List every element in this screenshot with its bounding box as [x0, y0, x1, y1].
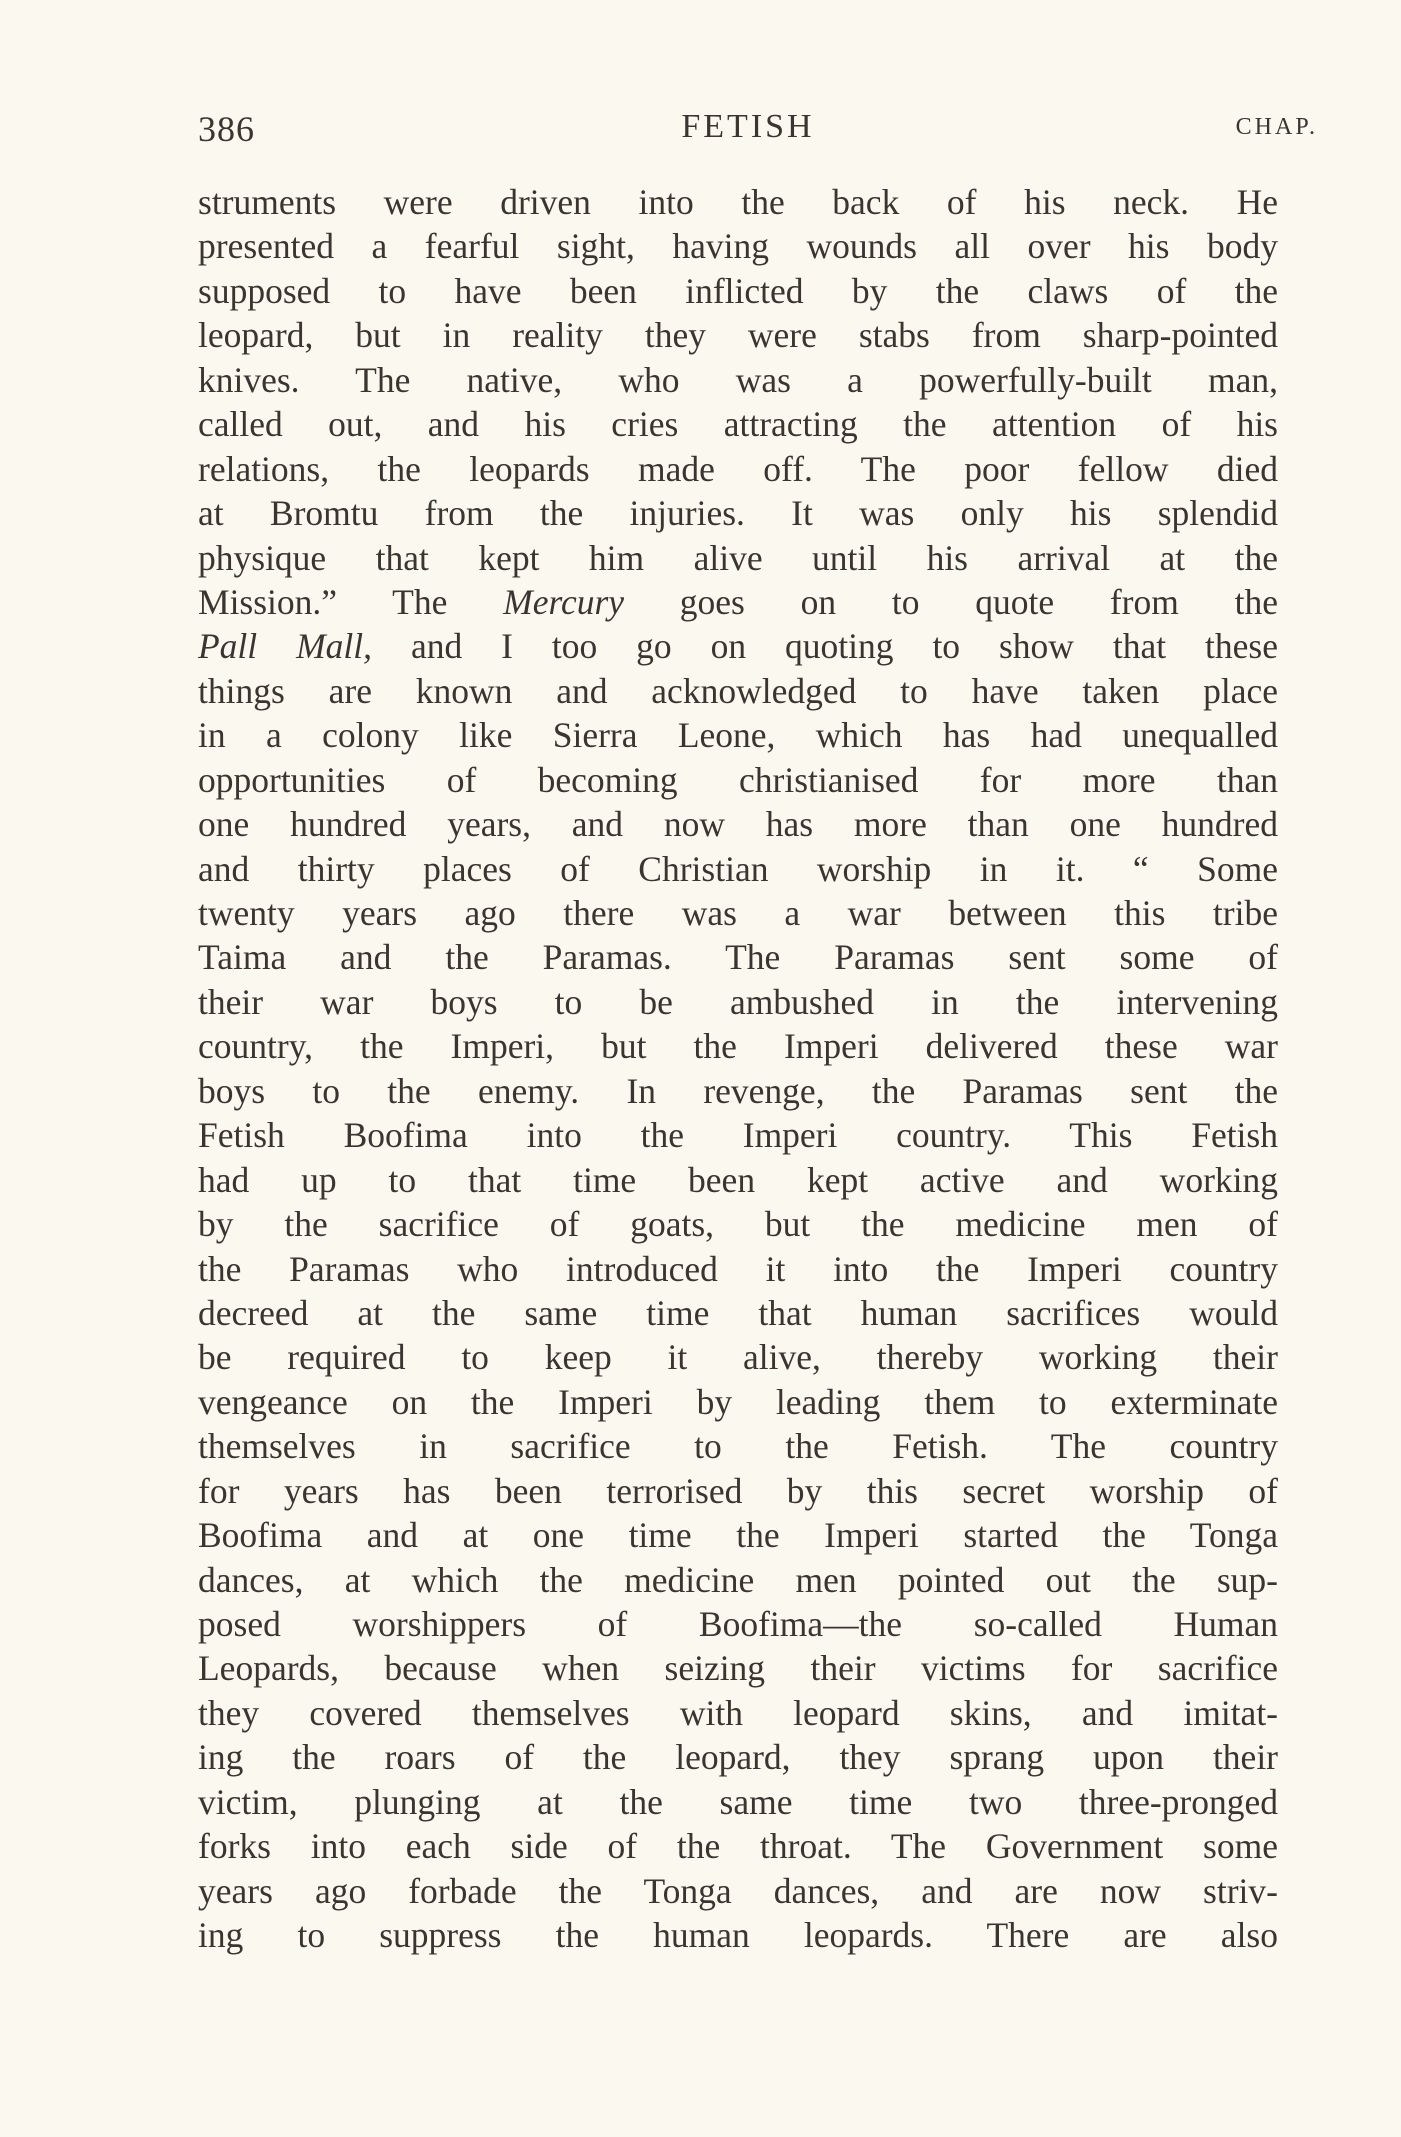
- text-line: [198, 1424, 1278, 1468]
- text-segment: Boofima and at one time the Imperi started the Tonga: [198, 1515, 1278, 1556]
- text-segment: ing the roars of the leopard, they sprang upon their: [198, 1737, 1278, 1778]
- text-segment: struments were driven into the back of his neck. He: [198, 182, 1278, 222]
- text-line: [198, 180, 1278, 224]
- text-line: [198, 891, 1278, 935]
- running-title: FETISH: [681, 108, 815, 145]
- text-line: [198, 1291, 1278, 1335]
- text-segment: leopard, but in reality they were stabs from sharp-pointed: [198, 315, 1278, 356]
- text-segment: presented a fearful sight, having wounds all over his body: [198, 226, 1278, 267]
- text-segment: their war boys to be ambushed in the intervening: [198, 981, 1278, 1022]
- text-line: [198, 1824, 1278, 1868]
- text-line: [198, 1158, 1278, 1202]
- text-line: [198, 1558, 1278, 1602]
- text-segment: twenty years ago there was a war between this tribe: [198, 893, 1278, 933]
- text-line: [198, 1202, 1278, 1246]
- text-segment: vengeance on the Imperi by leading them to exterminate: [198, 1381, 1278, 1422]
- italic-text-segment: Mercury: [503, 581, 625, 622]
- text-line: [198, 624, 1278, 668]
- text-segment: country, the Imperi, but the Imperi delivered these war: [198, 1026, 1278, 1067]
- text-line: [198, 713, 1278, 757]
- text-segment: things are known and acknowledged to have taken place: [198, 670, 1278, 711]
- text-segment: Fetish Boofima into the Imperi country. This Fetish: [198, 1115, 1278, 1156]
- text-line: [198, 1602, 1278, 1646]
- text-segment: and I too go on quoting to show that these: [372, 626, 1278, 667]
- text-line: [198, 1380, 1278, 1424]
- italic-text-segment: Pall Mall,: [198, 626, 373, 667]
- text-segment: years ago forbade the Tonga dances, and are now striv-: [198, 1870, 1278, 1911]
- text-line: [198, 491, 1278, 535]
- text-segment: boys to the enemy. In revenge, the Paramas sent the: [198, 1070, 1278, 1111]
- text-segment: dances, at which the medicine men pointed out the sup-: [198, 1559, 1278, 1600]
- text-line: [198, 1247, 1278, 1291]
- text-segment: posed worshippers of Boofima—the so-called Human: [198, 1604, 1278, 1644]
- text-segment: Taima and the Paramas. The Paramas sent some of: [198, 937, 1278, 978]
- text-line: [198, 1780, 1278, 1824]
- text-segment: knives. The native, who was a powerfully-built man,: [198, 359, 1278, 400]
- text-line: [198, 980, 1278, 1024]
- text-segment: the Paramas who introduced it into the Imperi country: [198, 1248, 1278, 1289]
- text-segment: and thirty places of Christian worship in it. “ Some: [198, 848, 1278, 889]
- text-line: [198, 669, 1278, 713]
- running-head: [198, 108, 1318, 158]
- text-line: [198, 1646, 1278, 1690]
- text-line: [198, 1735, 1278, 1779]
- text-segment: forks into each side of the throat. The Government some: [198, 1826, 1278, 1867]
- text-segment: had up to that time been kept active and working: [198, 1159, 1278, 1200]
- text-segment: victim, plunging at the same time two three-pronged: [198, 1781, 1278, 1822]
- text-segment: in a colony like Sierra Leone, which has had unequalled: [198, 715, 1278, 756]
- text-segment: one hundred years, and now has more than one hundred: [198, 804, 1278, 845]
- text-line: [198, 758, 1278, 802]
- text-line: [198, 1335, 1278, 1379]
- text-segment: Mission.” The: [198, 581, 504, 622]
- chapter-label: CHAP.: [1235, 114, 1318, 140]
- text-segment: relations, the leopards made off. The poor fellow died: [198, 448, 1278, 489]
- text-line: [198, 1024, 1278, 1068]
- text-line: [198, 847, 1278, 891]
- text-line: [198, 1469, 1278, 1513]
- text-line: [198, 402, 1278, 446]
- text-segment: physique that kept him alive until his arrival at the: [198, 537, 1278, 578]
- text-line: [198, 358, 1278, 402]
- text-segment: called out, and his cries attracting the attention of his: [198, 404, 1278, 445]
- text-line: [198, 447, 1278, 491]
- text-line: [198, 1113, 1278, 1157]
- body-text: [198, 180, 1278, 1958]
- text-line: [198, 313, 1278, 357]
- text-line: [198, 536, 1278, 580]
- text-segment: by the sacrifice of goats, but the medicine men of: [198, 1204, 1278, 1245]
- text-line: [198, 1691, 1278, 1735]
- text-segment: supposed to have been inflicted by the claws of the: [198, 270, 1278, 311]
- text-line: [198, 269, 1278, 313]
- text-segment: they covered themselves with leopard skins, and imitat-: [198, 1692, 1278, 1733]
- text-segment: be required to keep it alive, thereby working their: [198, 1337, 1278, 1378]
- text-line: [198, 1069, 1278, 1113]
- text-segment: at Bromtu from the injuries. It was only his splendid: [198, 493, 1278, 534]
- text-line: [198, 224, 1278, 268]
- page-number: 386: [198, 109, 255, 149]
- text-line: [198, 802, 1278, 846]
- text-segment: decreed at the same time that human sacrifices would: [198, 1292, 1278, 1333]
- text-segment: for years has been terrorised by this secret worship of: [198, 1470, 1278, 1511]
- text-line: [198, 1513, 1278, 1557]
- text-line: [198, 580, 1278, 624]
- text-segment: themselves in sacrifice to the Fetish. The country: [198, 1426, 1278, 1467]
- text-line: [198, 1869, 1278, 1913]
- text-segment: Leopards, because when seizing their victims for sacrifice: [198, 1648, 1278, 1689]
- text-line: [198, 935, 1278, 979]
- text-line: [198, 1913, 1278, 1957]
- text-segment: ing to suppress the human leopards. There are also: [198, 1915, 1278, 1956]
- text-segment: opportunities of becoming christianised for more than: [198, 759, 1278, 800]
- text-segment: goes on to quote from the: [624, 581, 1278, 622]
